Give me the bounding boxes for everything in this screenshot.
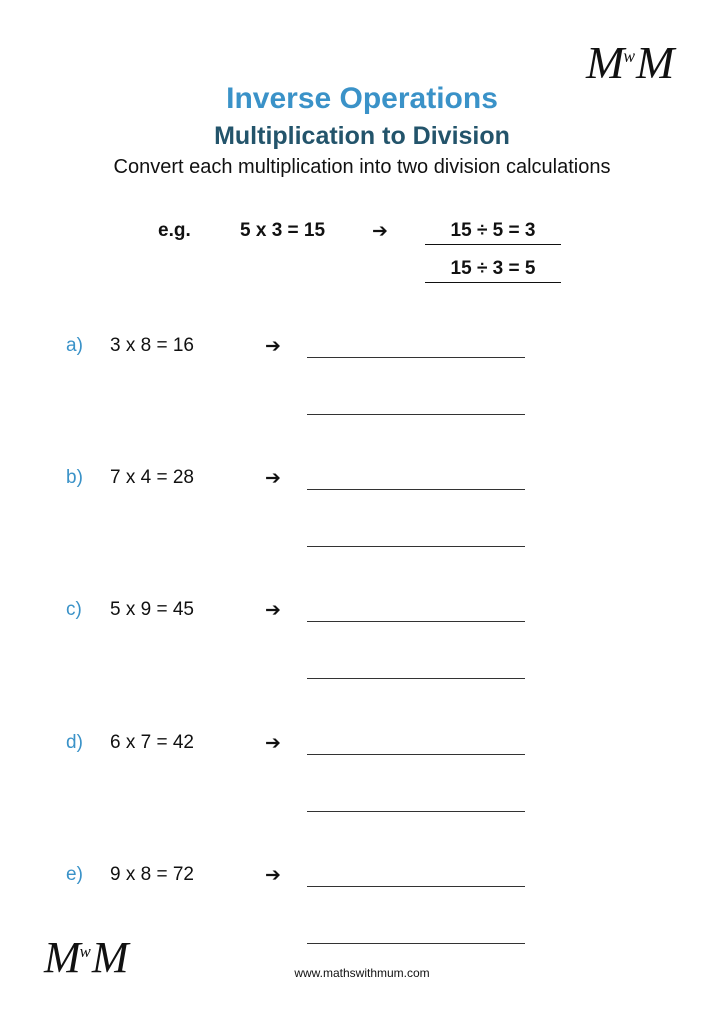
logo-letter: w: [623, 46, 635, 67]
logo-letter: M: [635, 37, 673, 88]
answer-line[interactable]: [307, 885, 525, 887]
answer-line[interactable]: [307, 413, 525, 415]
question-equation: 6 x 7 = 42: [110, 732, 194, 753]
question-equation: 3 x 8 = 16: [110, 335, 194, 356]
question-equation: 9 x 8 = 72: [110, 864, 194, 885]
logo-letter: M: [586, 37, 623, 88]
example-answer-1: 15 ÷ 5 = 3: [425, 220, 561, 245]
question-equation: 5 x 9 = 45: [110, 599, 194, 620]
answer-line[interactable]: [307, 356, 525, 358]
example-label: e.g.: [158, 220, 191, 241]
arrow-icon: ➔: [265, 336, 281, 357]
example-equation: 5 x 3 = 15: [240, 220, 326, 241]
question-letter: b): [66, 467, 83, 488]
question-letter: c): [66, 599, 82, 620]
arrow-icon: ➔: [265, 733, 281, 754]
question-equation: 7 x 4 = 28: [110, 467, 194, 488]
footer-url[interactable]: www.mathswithmum.com: [294, 966, 430, 980]
answer-line[interactable]: [307, 545, 525, 547]
example-arrow-icon: ➔: [372, 221, 388, 242]
answer-line[interactable]: [307, 753, 525, 755]
logo-letter: M: [44, 933, 79, 982]
answer-line[interactable]: [307, 488, 525, 490]
arrow-icon: ➔: [265, 468, 281, 489]
example-answer-2: 15 ÷ 3 = 5: [425, 258, 561, 283]
logo-letter: w: [79, 941, 91, 961]
answer-line[interactable]: [307, 942, 525, 944]
arrow-icon: ➔: [265, 600, 281, 621]
question-letter: d): [66, 732, 83, 753]
instruction-text: Convert each multiplication into two division calculations: [113, 156, 611, 178]
question-letter: e): [66, 864, 83, 885]
answer-line[interactable]: [307, 620, 525, 622]
page-title: Inverse Operations: [226, 82, 498, 115]
arrow-icon: ➔: [265, 865, 281, 886]
logo-letter: M: [91, 933, 127, 982]
question-letter: a): [66, 335, 83, 356]
answer-line[interactable]: [307, 677, 525, 679]
page-subtitle: Multiplication to Division: [214, 122, 510, 150]
answer-line[interactable]: [307, 810, 525, 812]
